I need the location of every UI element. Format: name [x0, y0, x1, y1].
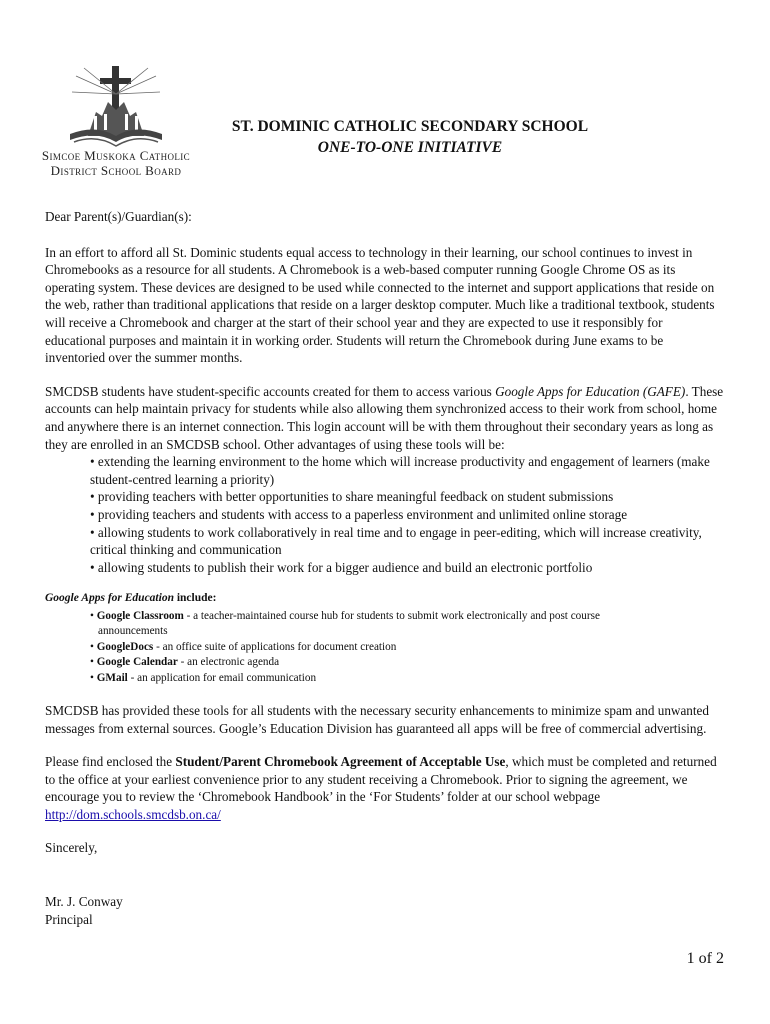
intro-paragraph: In an effort to afford all St. Dominic students equal access to technology in their learning, our school continues to invest in Chromebooks as a resource for all students. A Chromebook is a web-based computer running Google Chrome OS as its operating system. These devices are designed to be used while connected to the internet and support applications that reside on the web, rather than traditional applications that reside on a larger desktop computer. Much like a traditional textbook, students will receive a Chromebook and charger at the start of their school year and they are expected to use it responsibly for educational purposes and maintain it in working order. Students will return the Chromebook during June exams to be inventoried over the summer months. [45, 244, 715, 366]
gafe-apps-list [45, 609, 725, 686]
bullet: • [90, 656, 97, 669]
list-item [90, 640, 725, 655]
app-name: GMail [96, 671, 128, 684]
list-item: • providing teachers and students with access to a paperless environment and unlimited online storage [90, 506, 628, 522]
cross-church-logo-icon [66, 64, 166, 148]
logo-text-line2: District School Board [50, 163, 182, 178]
school-webpage-link[interactable]: http://dom.schools.smcdsb.on.ca/ [45, 806, 221, 822]
bullet: • [90, 640, 97, 653]
security-paragraph: SMCDSB has provided these tools for all students with the necessary security enhancements to minimize spam and unwanted messages from external sources. Google’s Education Division has guaranteed all apps will be free of commercial advertising. [45, 702, 710, 736]
agreement-text-start: Please find enclosed the [45, 754, 176, 770]
board-logo [30, 64, 202, 182]
advantages-list [45, 453, 725, 576]
app-name: GoogleDocs [96, 640, 154, 653]
logo-text-line1: Simcoe Muskoka Catholic [41, 148, 191, 163]
gafe-heading-rest: include: [173, 592, 217, 605]
list-item [90, 671, 725, 686]
bullet: • [90, 671, 97, 684]
app-desc: - an office suite of applications for document creation [153, 640, 397, 653]
app-desc-cont: announcements [98, 625, 168, 638]
app-name: Google Classroom [96, 609, 184, 622]
app-desc: - an electronic agenda [177, 656, 280, 669]
accounts-paragraph [45, 383, 725, 453]
list-item: • allowing students to work collaboratively in real time and to engage in peer-editing, which will increase creativity, critical thinking and communication [90, 524, 702, 558]
agreement-title: Student/Parent Chromebook Agreement of Acceptable Use [175, 754, 506, 770]
list-item [90, 609, 725, 640]
signer-name: Mr. J. Conway [45, 894, 123, 910]
greeting: Dear Parent(s)/Guardian(s): [45, 209, 192, 224]
list-item: • allowing students to publish their work for a bigger audience and build an electronic portfolio [90, 559, 593, 575]
page-number: 1 of 2 [686, 950, 724, 967]
agreement-paragraph [45, 753, 725, 823]
app-name: Google Calendar [96, 656, 178, 669]
accounts-text-end: . These accounts can help maintain privacy for students while also allowing them synchronized access to their work from school, home and anywhere there is an internet connection. This login account will be with them throughout their secondary years as long as they are enrolled in an SMCDSB school. Other advantages of using these tools will be: [45, 383, 724, 452]
list-item [90, 655, 725, 670]
letter-body [45, 208, 725, 928]
gafe-heading [45, 590, 725, 608]
list-item: • extending the learning environment to the home which will increase productivity and engagement of learners (make student-centred learning a priority) [90, 454, 710, 487]
school-title: ST. DOMINIC CATHOLIC SECONDARY SCHOOL [231, 118, 589, 135]
agreement-text-end: , which must be completed and returned to the office at your earliest convenience prior to any student receiving a Chromebook. Prior to signing the agreement, we encourage you to review the ‘Chromebook Handbook’ in the ‘For Students’ folder at our school webpage [45, 754, 717, 805]
gafe-heading-italic: Google Apps for Education [45, 592, 174, 605]
accounts-text-start: SMCDSB students have student-specific accounts created for them to access various [45, 383, 496, 399]
closing: Sincerely, [45, 840, 98, 856]
app-desc: - a teacher-maintained course hub for students to submit work electronically and post course [183, 609, 600, 622]
gafe-term: Google Apps for Education (GAFE) [495, 383, 686, 399]
bullet: • [90, 609, 97, 622]
app-desc: - an application for email communication [127, 671, 317, 684]
initiative-subtitle: ONE-TO-ONE INITIATIVE [317, 139, 503, 156]
signer-title: Principal [45, 911, 93, 927]
list-item: • providing teachers with better opportunities to share meaningful feedback on student submissions [90, 489, 614, 505]
